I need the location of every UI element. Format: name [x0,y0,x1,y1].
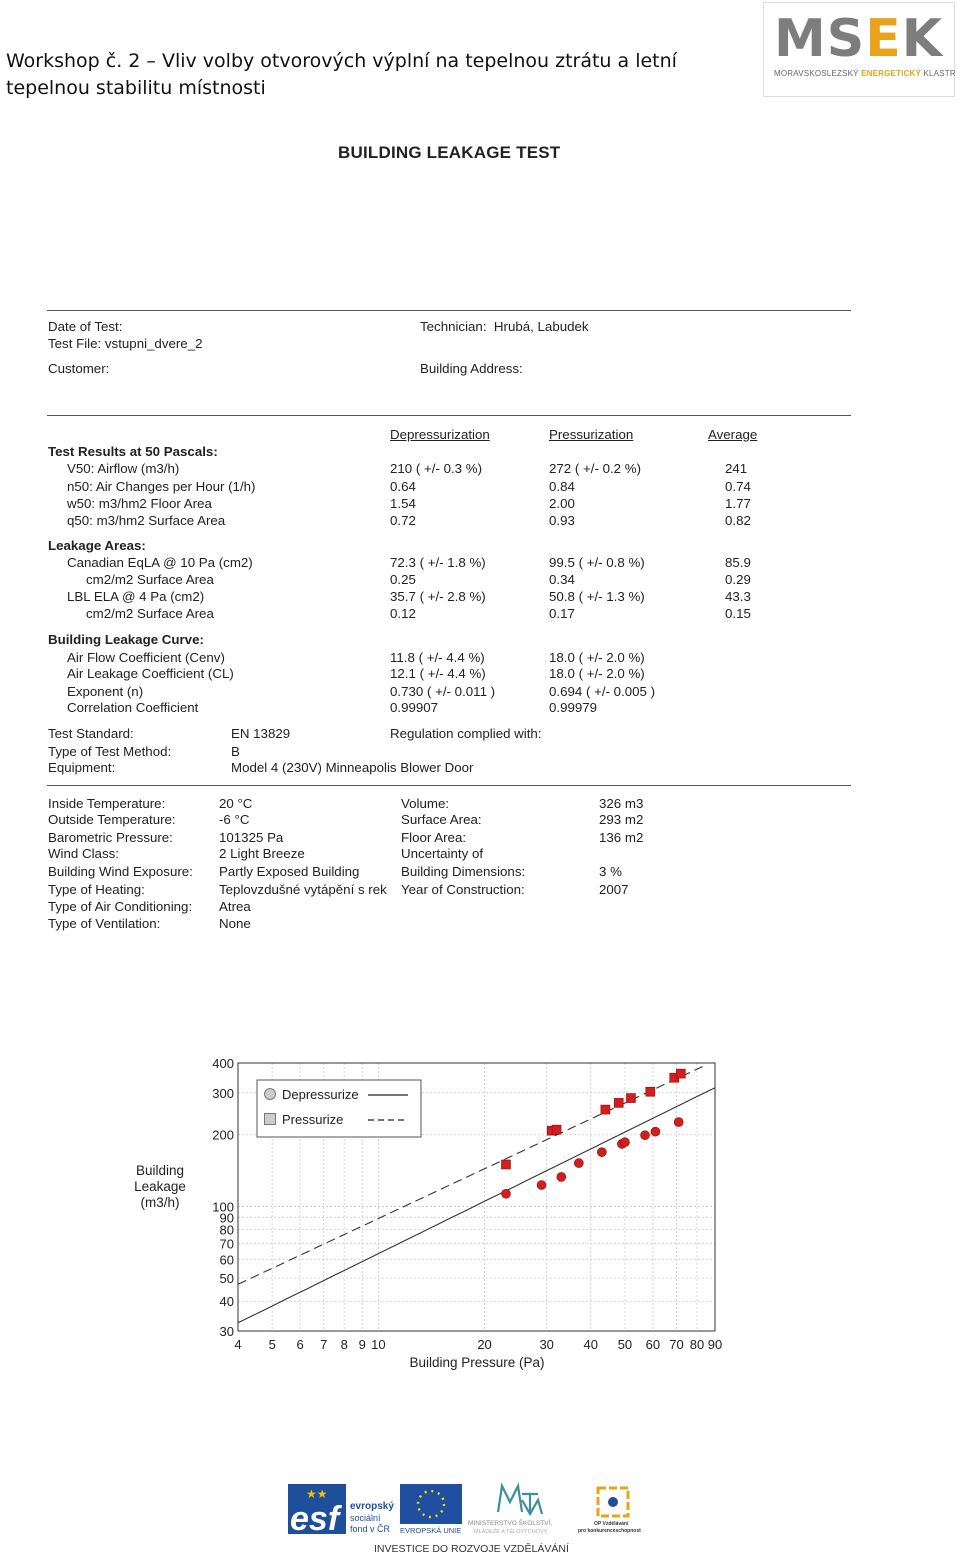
divider [47,785,851,786]
regulation-label: Regulation complied with: [390,726,542,741]
x-tick-label: 60 [645,1337,661,1352]
method-value: B [231,744,240,759]
result-label: w50: m3/hm2 Floor Area [67,496,212,511]
result-pres: 0.93 [549,513,575,528]
leakage-dep: 35.7 ( +/- 2.8 %) [390,589,486,604]
pressurize-point [626,1094,635,1103]
leakage-dep: 72.3 ( +/- 1.8 %) [390,555,486,570]
leakage-avg: 85.9 [725,555,751,570]
x-tick-label: 5 [268,1337,276,1352]
y-tick-label: 70 [219,1236,234,1252]
esf-wordmark: esf [290,1500,340,1538]
result-avg: 0.74 [725,479,751,494]
depressurize-point [597,1148,606,1157]
standard-value: EN 13829 [231,726,291,741]
ylabel-line: Building [135,1163,185,1178]
msek-logo-wordmark: MSEK [774,9,944,69]
condition-label: Year of Construction: [401,882,525,897]
condition-value: 101325 Pa [219,830,284,845]
standard-label: Test Standard: [48,726,134,741]
condition-value: 2 Light Breeze [219,846,305,861]
condition-label: Volume: [401,796,450,811]
pressurize-point [646,1087,655,1096]
condition-label: Barometric Pressure: [48,830,173,845]
result-dep: 1.54 [390,496,416,511]
condition-label: Type of Ventilation: [48,916,161,931]
curve-label: Exponent (n) [67,684,144,699]
op-line: pro konkurenceschopnost [578,1528,641,1534]
chart-legend [257,1080,421,1137]
legend-dep-label: Depressurize [282,1087,359,1102]
col-pressurization: Pressurization [549,427,634,442]
test-file: Test File: vstupni_dvere_2 [48,336,203,351]
y-tick-label: 80 [219,1222,234,1238]
condition-value: Teplovzdušné vytápění s rek [219,882,387,897]
leakage-label: Canadian EqLA @ 10 Pa (cm2) [67,555,253,570]
x-tick-label: 70 [669,1337,684,1352]
legend-square-marker [265,1114,276,1125]
depressurize-point [574,1159,583,1168]
x-tick-label: 50 [617,1337,633,1352]
y-tick-label: 90 [219,1210,234,1226]
pressurize-point [601,1105,610,1114]
result-avg: 241 [725,461,748,476]
condition-value: 136 m2 [599,830,644,845]
leakage-label: LBL ELA @ 4 Pa (cm2) [67,589,205,604]
x-tick-label: 6 [296,1337,304,1352]
x-tick-label: 10 [371,1337,386,1352]
y-tick-label: 50 [219,1271,234,1287]
y-tick-label: 400 [212,1056,234,1071]
esf-line: evropský [350,1501,394,1512]
leakage-dep: 0.25 [390,572,416,587]
pressurize-point [676,1069,685,1078]
equipment-value: Model 4 (230V) Minneapolis Blower Door [231,760,474,775]
leakage-avg: 0.15 [725,606,751,621]
result-pres: 2.00 [549,496,575,511]
result-dep: 0.72 [390,513,416,528]
esf-logo [288,1484,394,1538]
divider [47,415,851,416]
op-vk-logo [578,1488,641,1534]
condition-label: Outside Temperature: [48,812,176,827]
col-depressurization: Depressurization [390,427,490,442]
result-dep: 210 ( +/- 0.3 %) [390,461,483,476]
condition-value: -6 °C [219,812,250,827]
msek-logo [763,2,955,97]
col-average: Average [708,427,758,442]
result-dep: 0.64 [390,479,416,494]
esf-line: sociální [350,1513,381,1523]
curve-dep: 0.730 ( +/- 0.011 ) [390,684,496,699]
condition-value: 3 % [599,864,622,879]
result-pres: 0.84 [549,479,575,494]
result-avg: 1.77 [725,496,751,511]
document-title: BUILDING LEAKAGE TEST [338,143,561,162]
msmt-line: MINISTERSTVO ŠKOLSTVÍ, [468,1520,553,1527]
depressurize-point [537,1181,546,1190]
y-tick-label: 60 [219,1252,234,1268]
leakage-heading: Leakage Areas: [48,538,146,553]
leakage-pres: 99.5 ( +/- 0.8 %) [549,555,645,570]
condition-label: Type of Heating: [48,882,145,897]
esf-line: fond v ČR [350,1524,391,1534]
star-icon: ★★ [306,1487,328,1501]
op-line: OP Vzdělávání [594,1521,629,1527]
result-label: q50: m3/hm2 Surface Area [67,513,226,528]
pressurize-point [501,1160,510,1169]
depressurize-point [641,1131,650,1140]
eu-label: EVROPSKÁ UNIE [400,1526,462,1535]
result-pres: 272 ( +/- 0.2 %) [549,461,642,476]
pressurize-point [552,1125,561,1134]
condition-value: Atrea [219,899,251,914]
leakage-label: cm2/m2 Surface Area [86,572,214,587]
curve-pres: 0.99979 [549,700,598,715]
msmt-line: MLÁDEŽE A TĚLOVÝCHOVY [474,1529,548,1535]
pressurize-point [614,1098,623,1107]
y-tick-label: 30 [219,1324,234,1339]
x-tick-label: 7 [320,1337,328,1352]
y-axis-label [134,1163,186,1210]
leakage-avg: 43.3 [725,589,751,604]
x-axis-label: Building Pressure (Pa) [409,1355,545,1370]
curve-dep: 11.8 ( +/- 4.4 %) [390,650,485,665]
condition-label: Wind Class: [48,846,119,861]
condition-value: 2007 [599,882,629,897]
footer-logos [286,1480,666,1558]
curve-label: Air Leakage Coefficient (CL) [67,666,234,681]
x-tick-label: 90 [707,1337,723,1352]
leakage-pres: 0.17 [549,606,575,621]
x-tick-label: 40 [583,1337,598,1352]
depressurize-point [674,1118,683,1127]
ylabel-line: (m3/h) [140,1195,180,1210]
legend-circle-marker [265,1089,276,1100]
y-tick-label: 300 [212,1085,234,1101]
condition-value: 20 °C [219,796,253,811]
condition-label: Surface Area: [401,812,482,827]
msek-logo-subtitle: MORAVSKOSLEZSKÝ ENERGETICKÝ KLASTR [774,69,956,78]
condition-value: 326 m3 [599,796,644,811]
x-tick-label: 80 [689,1337,705,1352]
eu-flag-logo [400,1484,462,1535]
ylabel-line: Leakage [134,1179,186,1194]
depressurize-point [557,1172,566,1181]
condition-label: Floor Area: [401,830,467,845]
customer-label: Customer: [48,361,110,376]
equipment-label: Equipment: [48,760,116,775]
leakage-pres: 50.8 ( +/- 1.3 %) [549,589,645,604]
leakage-pres: 0.34 [549,572,575,587]
x-tick-label: 4 [234,1337,242,1352]
footer-slogan: INVESTICE DO ROZVOJE VZDĚLÁVÁNÍ [374,1543,569,1555]
curve-pres: 18.0 ( +/- 2.0 %) [549,666,645,681]
condition-label: Building Wind Exposure: [48,864,193,879]
leakage-chart [0,1040,960,1380]
result-label: V50: Airflow (m3/h) [67,461,180,476]
y-tick-labels [212,1056,234,1339]
y-tick-label: 40 [219,1294,234,1310]
depressurize-point [501,1189,510,1198]
result-label: n50: Air Changes per Hour (1/h) [67,479,256,494]
condition-value: 293 m2 [599,812,644,827]
x-tick-labels [234,1337,722,1352]
x-tick-label: 8 [340,1337,348,1352]
x-tick-label: 20 [477,1337,492,1352]
curve-dep: 12.1 ( +/- 4.4 %) [390,666,486,681]
condition-label: Type of Air Conditioning: [48,899,193,914]
curve-pres: 0.694 ( +/- 0.005 ) [549,684,656,699]
condition-value: Partly Exposed Building [219,864,360,879]
x-tick-label: 30 [539,1337,554,1352]
x-tick-label: 9 [358,1337,366,1352]
method-label: Type of Test Method: [48,744,172,759]
y-tick-label: 100 [212,1199,234,1215]
result-avg: 0.82 [725,513,751,528]
leakage-avg: 0.29 [725,572,751,587]
curve-pres: 18.0 ( +/- 2.0 %) [549,650,645,665]
technician: Technician: Hrubá, Labudek [420,319,589,334]
leakage-dep: 0.12 [390,606,416,621]
curve-dep: 0.99907 [390,700,439,715]
divider [47,310,851,311]
depressurize-point [620,1138,629,1147]
curve-label: Air Flow Coefficient (Cenv) [67,650,225,665]
date-label: Date of Test: [48,319,123,334]
y-tick-label: 200 [212,1127,234,1143]
leakage-label: cm2/m2 Surface Area [86,606,214,621]
page-header-title: Workshop č. 2 – Vliv volby otvorových výplní na tepelnou ztrátu a letní tepelnou stabilitu místnosti [6,50,677,99]
condition-label: Building Dimensions: [401,864,526,879]
curve-heading: Building Leakage Curve: [48,632,204,647]
condition-value: None [219,916,251,931]
condition-label: Uncertainty of [401,846,484,861]
depressurize-point [651,1127,660,1136]
curve-label: Correlation Coefficient [67,700,199,715]
legend-pres-label: Pressurize [282,1112,344,1127]
building-address-label: Building Address: [420,361,523,376]
results-heading: Test Results at 50 Pascals: [48,444,218,459]
condition-label: Inside Temperature: [48,796,166,811]
msmt-logo [468,1486,552,1535]
